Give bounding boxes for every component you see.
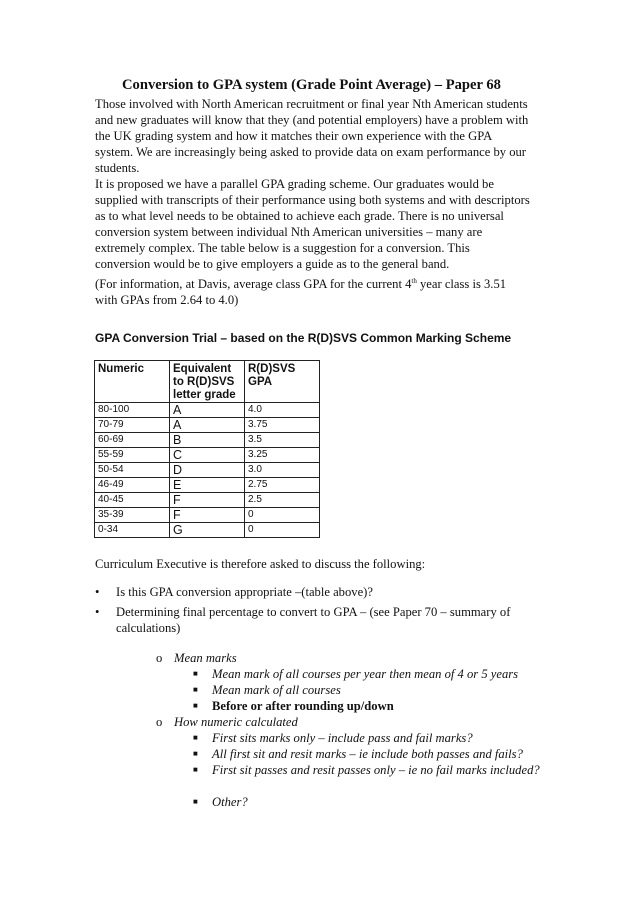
sublist-label: Mean marks (174, 651, 237, 665)
info-line: with GPAs from 2.64 to 4.0) (95, 293, 239, 307)
info-text: (For information, at Davis, average class GPA for the current 4 (95, 277, 412, 291)
table-row (95, 478, 320, 493)
gpa-cell: 3.25 (245, 448, 320, 463)
document-title: Conversion to GPA system (Grade Point Average) – Paper 68 (122, 77, 501, 93)
column-header: R(D)SVS GPA (245, 361, 320, 403)
nested-item (193, 698, 553, 714)
bullet-icon: • (95, 585, 100, 599)
square-bullet-icon: ■ (193, 765, 198, 774)
list-item (95, 604, 565, 636)
list-item (95, 584, 565, 600)
table-row (95, 433, 320, 448)
nested-item-text: Mean mark of all courses (212, 683, 341, 697)
gpa-cell: 3.5 (245, 433, 320, 448)
gpa-cell: 3.75 (245, 418, 320, 433)
nested-item-text: First sit passes and resit passes only – ie no fail marks included? (212, 763, 540, 777)
hollow-circle-bullet-icon: o (156, 651, 163, 665)
nested-item-text: Other? (212, 795, 248, 809)
bullet-icon: • (95, 605, 100, 619)
square-bullet-icon: ■ (193, 701, 198, 710)
intro-line: extremely complex. The table below is a suggestion for a conversion. This (95, 241, 470, 255)
square-bullet-icon: ■ (193, 733, 198, 742)
square-bullet-icon: ■ (193, 797, 198, 806)
gpa-cell: 3.0 (245, 463, 320, 478)
letter-cell: C (170, 448, 245, 463)
letter-cell: F (170, 493, 245, 508)
table-header-row (95, 361, 320, 403)
column-header: Equivalent to R(D)SVS letter grade (170, 361, 245, 403)
intro-line: students. (95, 161, 140, 175)
table-row (95, 508, 320, 523)
numeric-cell: 50-54 (95, 463, 170, 478)
letter-cell: A (170, 418, 245, 433)
square-bullet-icon: ■ (193, 669, 198, 678)
table-row (95, 523, 320, 538)
numeric-cell: 80-100 (95, 403, 170, 418)
intro-line: conversion system between individual Nth American universities – many are (95, 225, 483, 239)
numeric-cell: 0-34 (95, 523, 170, 538)
square-bullet-icon: ■ (193, 685, 198, 694)
numeric-cell: 46-49 (95, 478, 170, 493)
nested-item-text: All first sit and resit marks – ie include both passes and fails? (212, 747, 523, 761)
executive-request: Curriculum Executive is therefore asked to discuss the following: (95, 557, 426, 571)
gpa-cell: 0 (245, 523, 320, 538)
numeric-cell: 70-79 (95, 418, 170, 433)
sublist-item-numeric-calc (156, 714, 298, 730)
table-row (95, 403, 320, 418)
intro-line: It is proposed we have a parallel GPA grading scheme. Our graduates would be (95, 177, 494, 191)
column-header: Numeric (95, 361, 170, 403)
letter-cell: A (170, 403, 245, 418)
intro-line: Those involved with North American recruitment or final year Nth American students (95, 97, 528, 111)
gpa-cell: 0 (245, 508, 320, 523)
gpa-cell: 2.75 (245, 478, 320, 493)
intro-line: as to what level needs to be obtained to achieve each grade. There is no universal (95, 209, 504, 223)
intro-line: supplied with transcripts of their performance using both systems and with descriptors (95, 193, 530, 207)
hollow-circle-bullet-icon: o (156, 715, 163, 729)
numeric-cell: 60-69 (95, 433, 170, 448)
ordinal-suffix: th (411, 277, 417, 285)
sublist-label: How numeric calculated (174, 715, 298, 729)
nested-item (193, 794, 553, 810)
discussion-list (95, 584, 565, 640)
list-item-text: Determining final percentage to convert to GPA – (see Paper 70 – summary of calculations) (116, 605, 511, 635)
gpa-cell: 2.5 (245, 493, 320, 508)
letter-cell: E (170, 478, 245, 493)
nested-item (193, 730, 553, 746)
info-line (95, 276, 555, 292)
nested-item-text: Mean mark of all courses per year then mean of 4 or 5 years (212, 667, 519, 681)
table-row (95, 448, 320, 463)
letter-cell: F (170, 508, 245, 523)
intro-line: the UK grading system and how it matches their own experience with the GPA (95, 129, 493, 143)
table-row (95, 418, 320, 433)
letter-cell: G (170, 523, 245, 538)
intro-paragraph (95, 96, 555, 272)
gpa-cell: 4.0 (245, 403, 320, 418)
list-item-text: Is this GPA conversion appropriate –(table above)? (116, 585, 373, 599)
numeric-cell: 40-45 (95, 493, 170, 508)
section-heading: GPA Conversion Trial – based on the R(D)SVS Common Marking Scheme (95, 331, 512, 345)
nested-item (193, 666, 553, 682)
square-bullet-icon: ■ (193, 749, 198, 758)
table-row (95, 463, 320, 478)
intro-line: system. We are increasingly being asked to provide data on exam performance by our (95, 145, 526, 159)
info-text: year class is 3.51 (416, 277, 507, 291)
numeric-cell: 35-39 (95, 508, 170, 523)
nested-item-text: Before or after rounding up/down (212, 699, 394, 713)
letter-cell: D (170, 463, 245, 478)
nested-item (193, 746, 553, 762)
intro-line: and new graduates will know that they (and potential employers) have a problem with (95, 113, 529, 127)
info-paragraph (95, 276, 555, 308)
letter-cell: B (170, 433, 245, 448)
intro-line: conversion would be to give employers a guide as to the general band. (95, 257, 450, 271)
numeric-cell: 55-59 (95, 448, 170, 463)
table-row (95, 493, 320, 508)
gpa-conversion-table (94, 360, 320, 538)
nested-item (193, 682, 553, 698)
nested-item-text: First sits marks only – include pass and fail marks? (212, 731, 473, 745)
nested-item (193, 762, 553, 778)
sublist-item-mean-marks (156, 650, 237, 666)
